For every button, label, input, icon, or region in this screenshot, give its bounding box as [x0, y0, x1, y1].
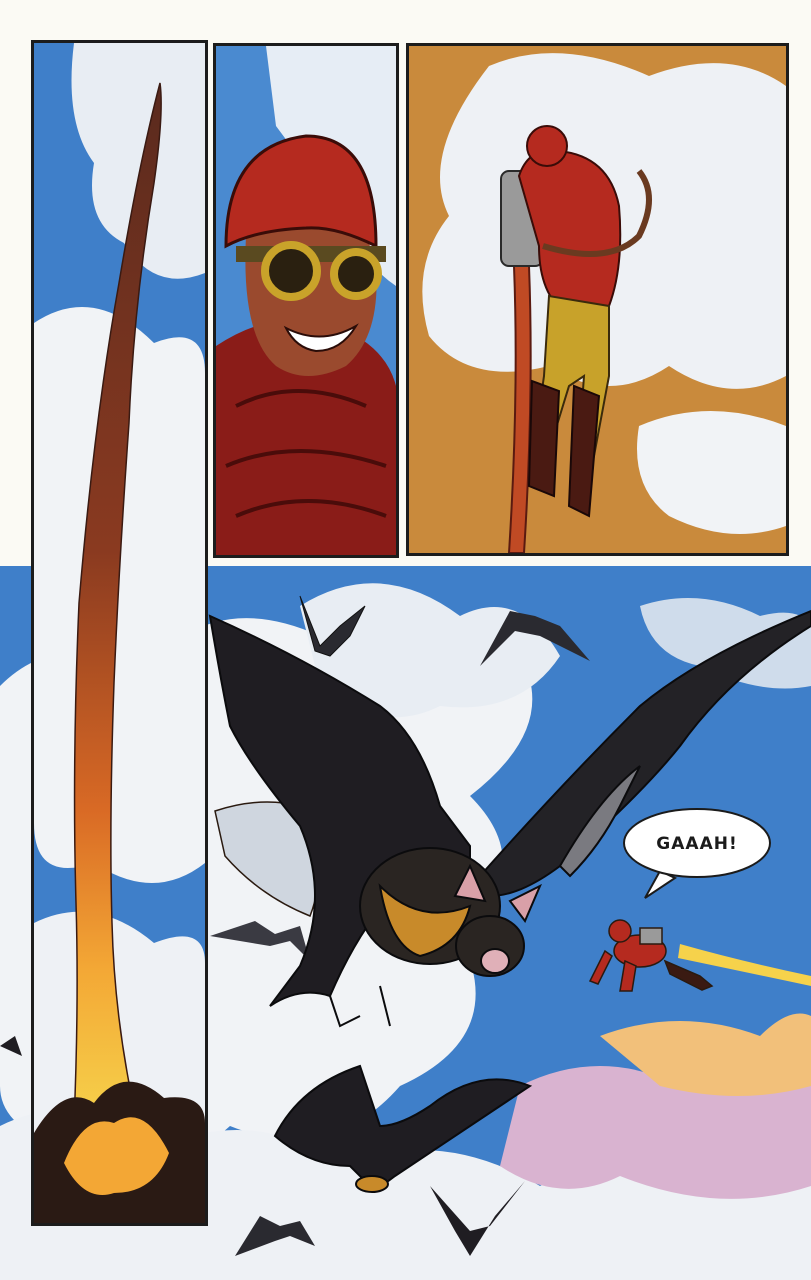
rocket-trail-panel	[31, 40, 208, 1226]
pilot-flight-scene	[409, 46, 786, 553]
pilot-flight-panel	[406, 43, 789, 556]
speech-bubble-text: GAAAH!	[656, 834, 738, 854]
pilot-helmet	[527, 126, 567, 166]
rocket-trail-scene	[34, 43, 205, 1223]
pilot-closeup-scene	[216, 46, 396, 555]
pilot-closeup-panel	[213, 43, 399, 558]
